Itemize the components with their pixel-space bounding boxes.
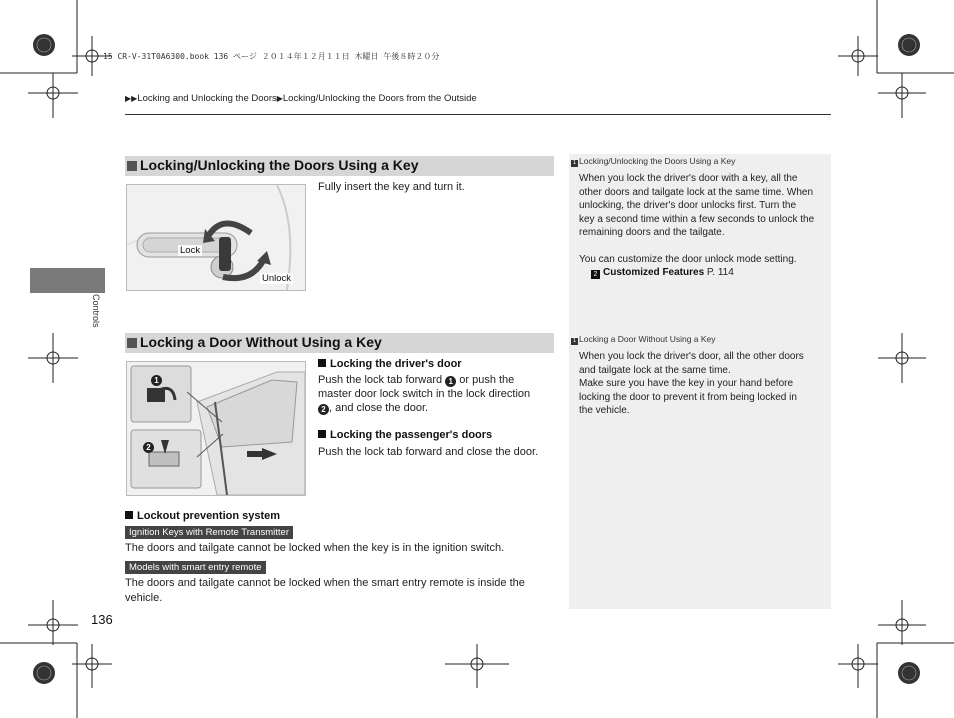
note-line: and tailgate lock at the same time.	[579, 364, 731, 376]
model-tag-smart-entry: Models with smart entry remote	[125, 561, 266, 574]
square-bullet-icon	[318, 359, 326, 367]
step-1-icon: 1	[445, 376, 456, 387]
note-line: the vehicle.	[579, 405, 630, 416]
note-line: other doors and tailgate lock at the same time. When	[579, 186, 814, 198]
section2-heading-bar	[125, 333, 554, 353]
chapter-tab[interactable]	[30, 268, 105, 293]
section2-heading: Locking a Door Without Using a Key	[140, 334, 382, 350]
link-arrow-icon: 2	[591, 270, 600, 279]
drivers-door-heading: Locking the driver's door	[318, 358, 462, 370]
note-line: You can customize the door unlock mode setting.	[579, 253, 797, 265]
note1-title: 1 Locking/Unlocking the Doors Using a Key	[572, 156, 736, 166]
customized-features-link[interactable]: 2 Customized Features P. 114	[579, 266, 827, 280]
breadcrumb	[125, 93, 477, 104]
note-line: When you lock the driver's door, all the other doors	[579, 351, 804, 362]
lockout-text2: The doors and tailgate cannot be locked when the smart entry remote is inside the vehicle.	[125, 577, 525, 604]
breadcrumb-arrow-icon: ▶▶	[125, 94, 138, 103]
note2-title: 1 Locking a Door Without Using a Key	[572, 334, 716, 344]
header-rule	[125, 114, 831, 115]
heading-square-icon	[127, 161, 137, 171]
note-line: When you lock the driver's door with a key, all the	[579, 173, 798, 184]
callout-2-icon: 2	[143, 442, 154, 453]
lockout-heading: Lockout prevention system	[125, 510, 280, 522]
section1-instruction: Fully insert the key and turn it.	[318, 181, 465, 193]
note2-body	[579, 350, 827, 418]
note1-body	[579, 172, 827, 280]
section1-heading-bar	[125, 156, 554, 176]
lockout-text1: The doors and tailgate cannot be locked when the key is in the ignition switch.	[125, 542, 505, 554]
note-line: remaining doors and the tailgate.	[579, 227, 725, 238]
section1-heading: Locking/Unlocking the Doors Using a Key	[140, 157, 419, 173]
model-tag-ignition-keys: Ignition Keys with Remote Transmitter	[125, 526, 293, 539]
heading-square-icon	[127, 338, 137, 348]
step-2-icon: 2	[318, 404, 329, 415]
print-header: 15 CR-V-31T0A6300.book 136 ページ ２０１４年１２月１１日 木曜日 午後８時２０分	[103, 52, 440, 61]
note-line: key a second time within a few seconds to unlock the	[579, 213, 815, 225]
drivers-door-text: Push the lock tab forward 1 or push the master door lock switch in the lock direction 2 , and close the door.	[318, 374, 531, 414]
note-line: Make sure you have the key in your hand before	[579, 378, 794, 389]
unlock-callout: Unlock	[262, 273, 292, 284]
breadcrumb-item-from-outside[interactable]: Locking/Unlocking the Doors from the Outside	[282, 93, 477, 104]
note-line: locking the door to prevent it from being locked in	[579, 391, 797, 403]
page-number: 136	[91, 612, 113, 627]
note-icon: 1	[572, 160, 577, 166]
note-icon: 1	[572, 338, 577, 344]
note-line: unlocking, the driver's door unlocks first. Turn the	[579, 200, 797, 211]
square-bullet-icon	[318, 430, 326, 438]
square-bullet-icon	[125, 511, 133, 519]
passengers-doors-text: Push the lock tab forward and close the door.	[318, 446, 539, 458]
breadcrumb-item-locking-unlocking[interactable]: Locking and Unlocking the Doors	[137, 93, 277, 104]
breadcrumb-arrow-icon: ▶	[276, 94, 283, 103]
chapter-tab-label: Controls	[91, 294, 101, 328]
passengers-doors-heading: Locking the passenger's doors	[318, 429, 492, 441]
callout-1-icon: 1	[151, 375, 162, 386]
lock-callout: Lock	[180, 245, 201, 256]
